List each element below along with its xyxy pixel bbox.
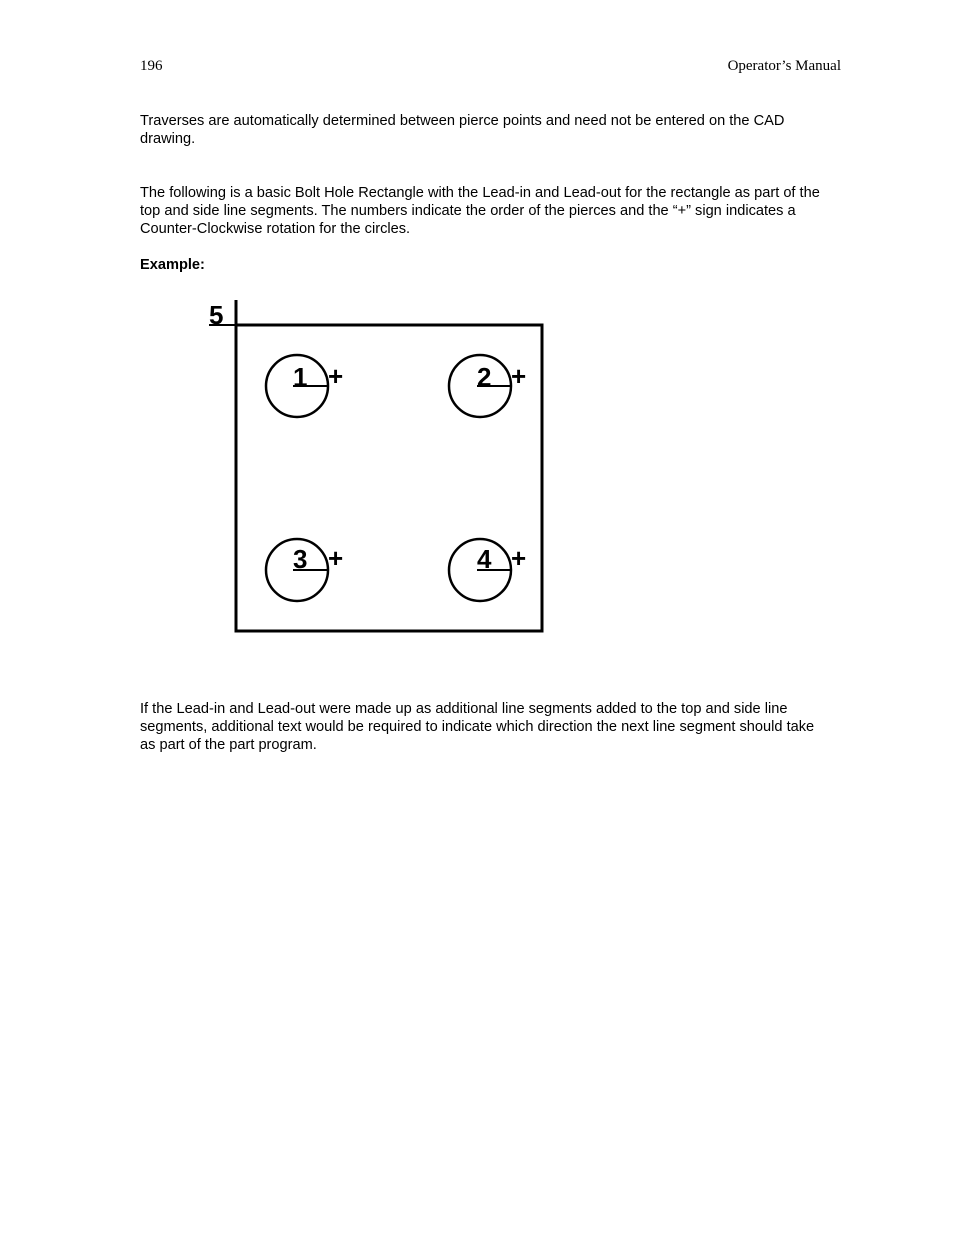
hole-2	[449, 355, 526, 417]
example-label: Example:	[140, 257, 205, 273]
running-header-title: Operator’s Manual	[727, 58, 841, 74]
paragraph-lead-in-lead-out-note: If the Lead-in and Lead-out were made up as additional line segments added to the top and side line segments, additional text would be required to indicate which direction the next line segment should take as part of the part program.	[140, 701, 815, 753]
hole-1	[266, 355, 343, 417]
hole-4	[449, 539, 526, 601]
hole-4-order-label: 4	[477, 544, 492, 574]
pierce-label-5: 5	[209, 300, 224, 330]
hole-2-rotation-sign: +	[511, 361, 527, 391]
hole-3-rotation-sign: +	[328, 543, 344, 573]
hole-3-order-label: 3	[293, 544, 308, 574]
rectangle-outline	[236, 325, 542, 631]
hole-2-order-label: 2	[477, 362, 492, 392]
bolt-hole-rectangle-diagram	[190, 288, 570, 648]
paragraph-bolt-hole-description: The following is a basic Bolt Hole Rectangle with the Lead-in and Lead-out for the rectangle as part of the top and side line segments. The numbers indicate the order of the pierces and the “+” sign indicates a Counter-Clockwise rotation for the circles.	[140, 185, 820, 237]
paragraph-traverses: Traverses are automatically determined between pierce points and need not be entered on the CAD drawing.	[140, 113, 785, 147]
page-number: 196	[140, 58, 163, 74]
hole-4-rotation-sign: +	[511, 543, 527, 573]
hole-3	[266, 539, 343, 601]
hole-1-rotation-sign: +	[328, 361, 344, 391]
hole-1-order-label: 1	[293, 362, 308, 392]
